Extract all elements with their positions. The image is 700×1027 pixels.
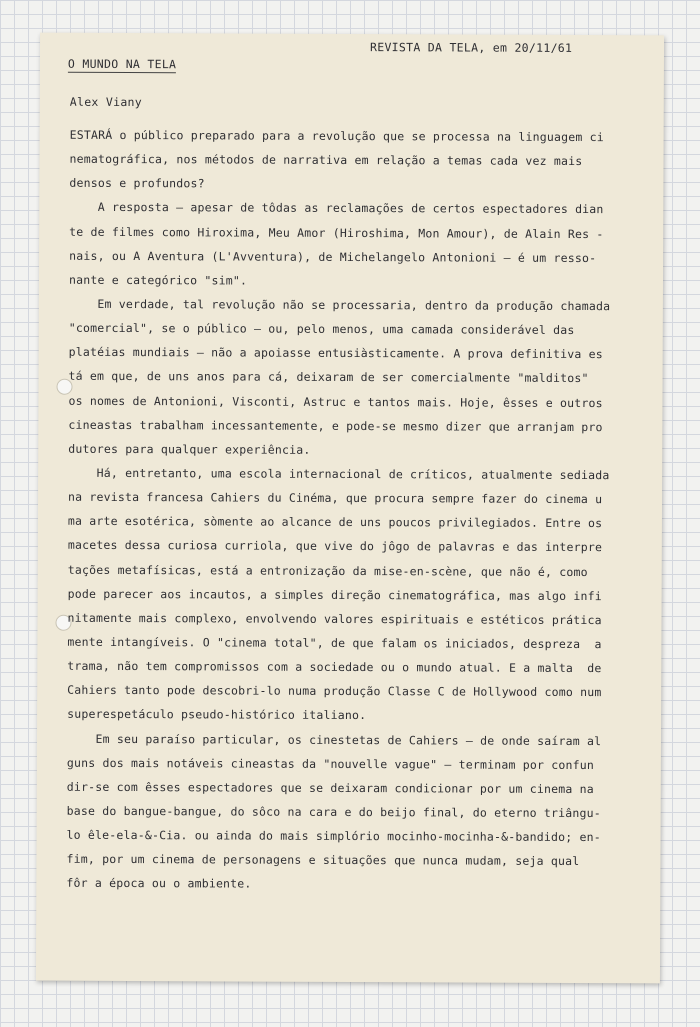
article-body	[66, 123, 645, 898]
text-line: te de filmes como Hiroxima, Meu Amor (Hiroshima, Mon Amour), de Alain Res -	[69, 224, 604, 241]
text-line: A resposta — apesar de tôdas as reclamações de certos espectadores dian	[69, 200, 604, 217]
text-line: superespetáculo pseudo-histórico italiano.	[67, 707, 367, 723]
author-name: Alex Viany	[69, 94, 143, 110]
text-line: fim, por um cinema de personagens e situações que nunca mudam, seja qual	[66, 851, 580, 869]
text-line: lo êle-ela-&-Cia. ou ainda do mais simplório mocinho-mocinha-&-bandido; en-	[66, 827, 601, 845]
text-line: tá em que, de uns anos para cá, deixaram de ser comercialmente "malditos"	[68, 369, 589, 386]
column-title: O MUNDO NA TELA	[67, 56, 177, 72]
text-line: trama, não tem compromissos com a sociedade ou o mundo atual. E a malta de	[67, 658, 602, 676]
text-line: densos e profundos?	[69, 176, 205, 191]
text-line: Há, entretanto, uma escola internacional de críticos, atualmente sediada	[68, 465, 610, 483]
text-line: os nomes de Antonioni, Visconti, Astruc e tantos mais. Hoje, êsses e outros	[68, 393, 603, 410]
text-line: platéias mundiais — não a apoiasse entusiàsticamente. A prova definitiva es	[68, 345, 603, 362]
text-line: nante e categórico "sim".	[68, 272, 248, 288]
text-line: macetes dessa curiosa curriola, que vive do jôgo de palavras e das interpre	[67, 538, 603, 555]
text-line: nitamente mais complexo, envolvendo valores espirituais e estéticos prática	[67, 610, 602, 627]
text-line: fôr a época ou o ambiente.	[66, 876, 252, 891]
text-line: dir-se com êsses espectadores que se deixaram condicionar por um cinema na	[66, 779, 594, 796]
text-line: ma arte esotérica, sòmente ao alcance de uns poucos privilegiados. Entre os	[67, 514, 603, 531]
text-line: base do bangue-bangue, do sôco na cara e do beijo final, do eterno triângu-	[66, 803, 601, 821]
text-line: nematográfica, nos métodos de narrativa em relação a temas cada vez mais	[69, 151, 583, 169]
text-line: guns dos mais notáveis cineastas da "nouvelle vague" — terminam por confun	[66, 755, 595, 772]
text-line: pode parecer aos incautos, a simples direção cinematográfica, mas algo infi	[67, 586, 602, 603]
text-line: tações metafísicas, está a entronização da mise-en-scène, que não é, como	[67, 562, 588, 579]
text-line: Cahiers tanto pode descobri-lo numa produção Classe C de Hollywood como num	[67, 683, 602, 700]
text-line: cineastas trabalham incessantemente, e pode-se mesmo dizer que arranjam pro	[68, 417, 603, 434]
text-line: ESTARÁ o público preparado para a revolução que se processa na linguagem ci	[69, 127, 604, 145]
typewritten-page	[36, 33, 664, 984]
publication-date: REVISTA DA TELA, em 20/11/61	[369, 40, 573, 55]
text-line: nais, ou A Aventura (L'Avventura), de Michelangelo Antonioni — é um resso-	[69, 248, 597, 265]
text-line: Em seu paraíso particular, os cinestetas de Cahiers — de onde saíram al	[66, 731, 602, 748]
text-line: na revista francesa Cahiers du Cinéma, que procura sempre fazer do cinema u	[68, 489, 603, 507]
text-line: dutores para qualquer experiência.	[68, 441, 311, 457]
text-line: mente intangíveis. O "cinema total", de que falam os iniciados, despreza a	[67, 634, 602, 652]
text-line: "comercial", se o público — ou, pelo menos, uma camada considerável das	[68, 320, 575, 338]
text-line: Em verdade, tal revolução não se processaria, dentro da produção chamada	[68, 296, 611, 314]
